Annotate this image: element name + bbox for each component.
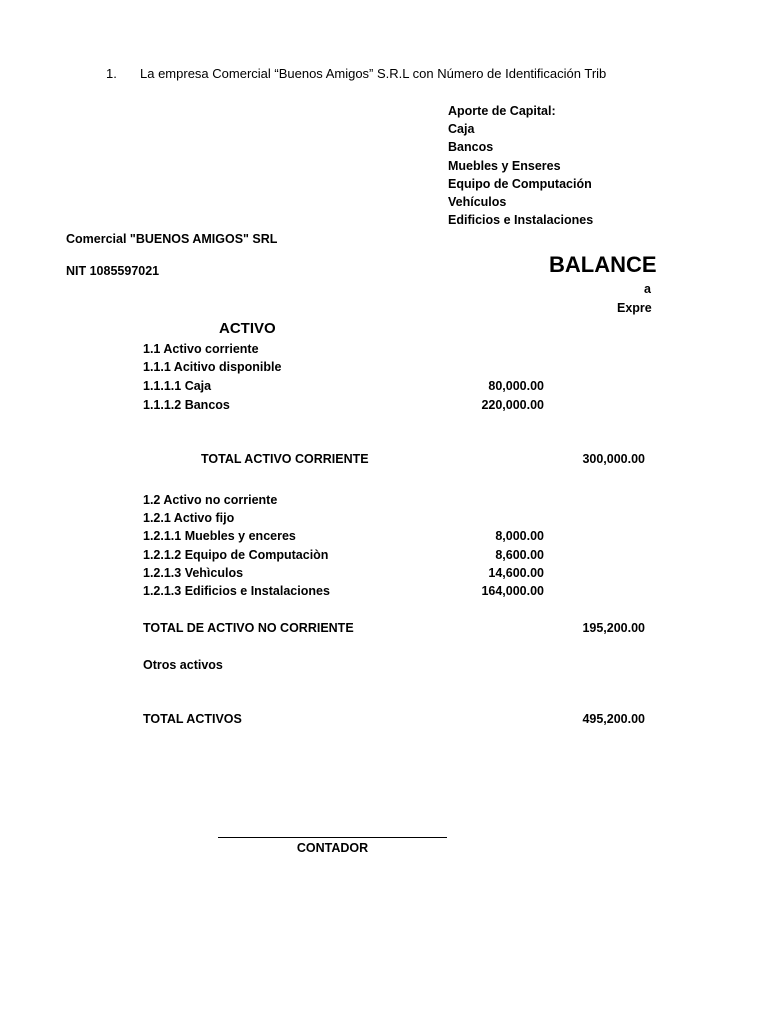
- signature-label: CONTADOR: [296, 841, 369, 855]
- activo-corriente-label: 1.1 Activo corriente: [143, 342, 259, 356]
- capital-item-caja: Caja: [448, 122, 475, 136]
- total-no-corriente-value: 195,200.00: [582, 621, 645, 635]
- capital-item-vehiculos: Vehículos: [448, 195, 507, 209]
- total-activos-value: 495,200.00: [582, 712, 645, 726]
- activo-fijo-label: 1.2.1 Activo fijo: [143, 511, 235, 525]
- activo-title: ACTIVO: [219, 320, 276, 337]
- edificios-value: 164,000.00: [481, 584, 544, 598]
- edificios-label: 1.2.1.3 Edificios e Instalaciones: [143, 584, 330, 598]
- vehiculos-label: 1.2.1.3 Vehìculos: [143, 566, 244, 580]
- company-name: Comercial "BUENOS AMIGOS" SRL: [66, 232, 278, 246]
- vehiculos-value: 14,600.00: [488, 566, 544, 580]
- muebles-value: 8,000.00: [495, 529, 544, 543]
- capital-item-equipo: Equipo de Computación: [448, 177, 592, 191]
- balance-title: BALANCE: [549, 252, 657, 277]
- heading-line-3: Expre: [617, 301, 652, 315]
- bancos-label: 1.1.1.2 Bancos: [143, 398, 230, 412]
- capital-item-bancos: Bancos: [448, 140, 494, 154]
- bancos-value: 220,000.00: [481, 398, 544, 412]
- capital-item-muebles: Muebles y Enseres: [448, 159, 561, 173]
- signature-line: [218, 837, 447, 838]
- activo-disponible-label: 1.1.1 Acitivo disponible: [143, 360, 282, 374]
- caja-label: 1.1.1.1 Caja: [143, 379, 212, 393]
- item-number: 1.: [106, 66, 117, 81]
- total-corriente-value: 300,000.00: [582, 452, 645, 466]
- otros-activos-label: Otros activos: [143, 658, 223, 672]
- activo-no-corriente-label: 1.2 Activo no corriente: [143, 493, 278, 507]
- caja-value: 80,000.00: [488, 379, 544, 393]
- total-no-corriente-label: TOTAL DE ACTIVO NO CORRIENTE: [143, 621, 354, 635]
- company-nit: NIT 1085597021: [66, 264, 160, 278]
- total-corriente-label: TOTAL ACTIVO CORRIENTE: [201, 452, 369, 466]
- intro-text: La empresa Comercial “Buenos Amigos” S.R.L con Número de Identificación Trib: [140, 66, 607, 81]
- capital-item-edificios: Edificios e Instalaciones: [448, 213, 594, 227]
- total-activos-label: TOTAL ACTIVOS: [143, 712, 242, 726]
- heading-line-2: a: [644, 282, 651, 296]
- equipo-label: 1.2.1.2 Equipo de Computaciòn: [143, 548, 329, 562]
- capital-title: Aporte de Capital:: [448, 104, 556, 118]
- equipo-value: 8,600.00: [495, 548, 544, 562]
- muebles-label: 1.2.1.1 Muebles y enceres: [143, 529, 296, 543]
